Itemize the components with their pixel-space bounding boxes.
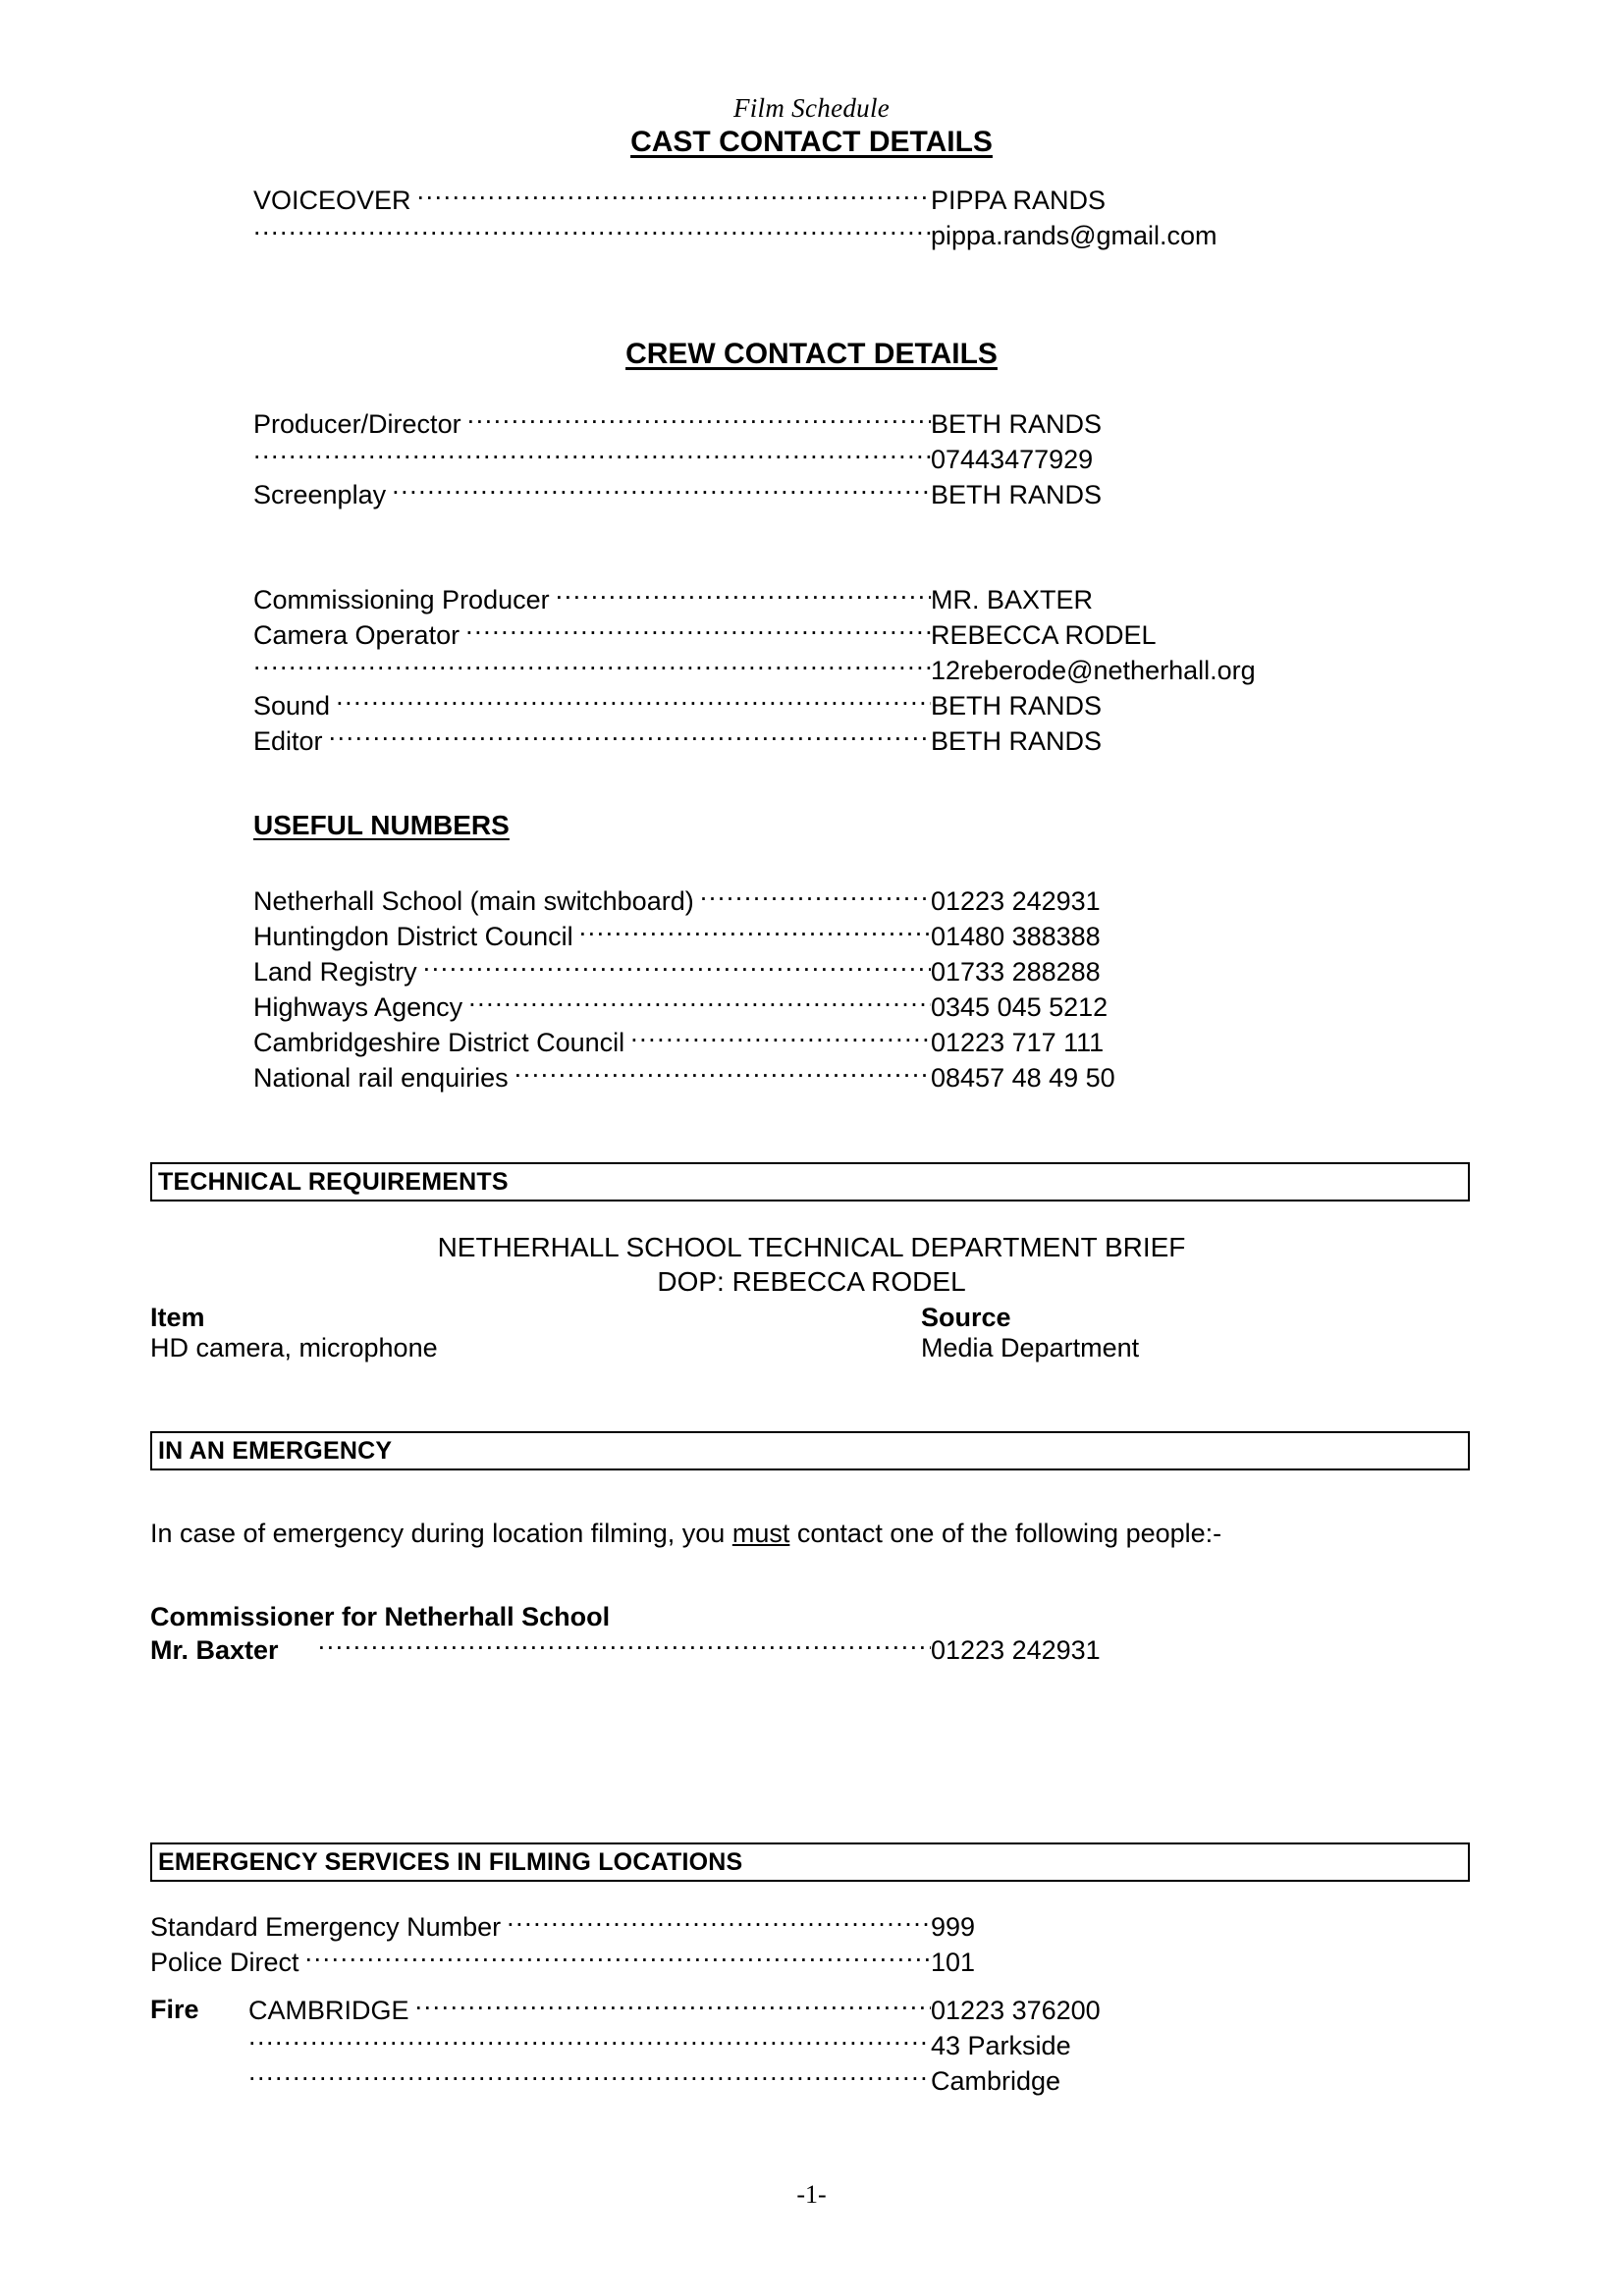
crew-role-label: Screenplay (253, 480, 387, 509)
crew-row (253, 723, 1441, 759)
commissioner-heading: Commissioner for Netherhall School (150, 1602, 611, 1631)
crew-row (253, 406, 1441, 442)
crew-contact-group-one (253, 406, 1441, 512)
emergency-service-row (150, 1945, 1441, 1980)
dot-leader (336, 688, 931, 715)
page-title (0, 126, 1623, 159)
useful-number-label: Land Registry (253, 957, 417, 987)
emergency-intro-emphasis: must (731, 1519, 790, 1548)
emergency-services-bar-label: EMERGENCY SERVICES IN FILMING LOCATIONS (158, 1847, 743, 1876)
crew-row (253, 477, 1441, 512)
emergency-intro-after: contact one of the following people:- (789, 1519, 1222, 1548)
fire-location-label: CAMBRIDGE (248, 1996, 409, 2025)
useful-number-value: 08457 48 49 50 (931, 1063, 1115, 1093)
cast-row (253, 183, 1441, 218)
crew-role-label: Camera Operator (253, 620, 460, 650)
dot-leader (579, 919, 931, 945)
technical-item-value: HD camera, microphone (150, 1333, 438, 1362)
crew-contact-value: BETH RANDS (931, 691, 1103, 721)
emergency-intro-before: In case of emergency during location filming, you (150, 1519, 732, 1548)
crew-contact-value: BETH RANDS (931, 726, 1103, 756)
fire-contact-value: 43 Parkside (931, 2031, 1071, 2060)
dot-leader (253, 653, 931, 679)
dot-leader (248, 2063, 931, 2090)
crew-contact-heading-text: CREW CONTACT DETAILS (625, 338, 998, 370)
fire-contact-row (248, 1993, 1441, 2028)
dot-leader (417, 183, 931, 209)
page-number: -1- (796, 2180, 827, 2209)
dot-leader (305, 1945, 931, 1971)
dot-leader (556, 582, 931, 609)
emergency-service-value: 101 (931, 1948, 976, 1977)
emergency-intro-text (150, 1517, 1221, 1550)
dot-leader (248, 2028, 931, 2055)
crew-role-label: Producer/Director (253, 409, 461, 439)
in-an-emergency-bar (150, 1431, 1470, 1470)
useful-number-value: 01480 388388 (931, 922, 1101, 951)
useful-numbers-list (253, 883, 1441, 1095)
technical-requirements-bar (150, 1162, 1470, 1201)
crew-role-label: Sound (253, 691, 331, 721)
useful-number-label: Netherhall School (main switchboard) (253, 886, 694, 916)
useful-number-row (253, 919, 1441, 954)
emergency-contact-value: 01223 242931 (931, 1635, 1101, 1665)
page-title-text: CAST CONTACT DETAILS (630, 126, 993, 158)
fire-contact-value: Cambridge (931, 2066, 1061, 2096)
useful-numbers-heading (253, 810, 510, 841)
technical-requirements-bar-label: TECHNICAL REQUIREMENTS (158, 1167, 509, 1196)
dot-leader (700, 883, 931, 910)
useful-number-value: 0345 045 5212 (931, 992, 1109, 1022)
document-supertitle: Film Schedule (732, 93, 891, 123)
technical-column-source-header: Source (921, 1303, 1011, 1332)
fire-contact-list (248, 1993, 1441, 2099)
useful-number-value: 01733 288288 (931, 957, 1101, 987)
useful-number-row (253, 1025, 1441, 1060)
emergency-services-bar (150, 1842, 1470, 1882)
useful-number-row (253, 989, 1441, 1025)
useful-numbers-heading-text: USEFUL NUMBERS (253, 810, 510, 840)
crew-row (253, 582, 1441, 617)
cast-row (253, 218, 1441, 253)
crew-contact-heading (0, 338, 1623, 371)
fire-category-label: Fire (150, 1995, 199, 2024)
dot-leader (253, 442, 931, 468)
dot-leader (318, 1632, 931, 1659)
fire-contact-row (248, 2063, 1441, 2099)
fire-contact-value: 01223 376200 (931, 1996, 1101, 2025)
crew-contact-value: BETH RANDS (931, 480, 1103, 509)
dot-leader (253, 218, 931, 244)
useful-number-row (253, 883, 1441, 919)
crew-contact-value: 07443477929 (931, 445, 1094, 474)
crew-role-label: Commissioning Producer (253, 585, 550, 614)
useful-number-value: 01223 242931 (931, 886, 1101, 916)
crew-contact-value: 12reberode@netherhall.org (931, 656, 1256, 685)
dot-leader (467, 406, 931, 433)
crew-contact-value: BETH RANDS (931, 409, 1103, 439)
emergency-contact-label: Mr. Baxter (150, 1635, 279, 1665)
crew-contact-value: MR. BAXTER (931, 585, 1094, 614)
fire-contact-row (248, 2028, 1441, 2063)
useful-number-label: National rail enquiries (253, 1063, 509, 1093)
emergency-contact-row (150, 1632, 1441, 1668)
emergency-contact-list (150, 1632, 1441, 1668)
useful-number-row (253, 1060, 1441, 1095)
emergency-service-label: Police Direct (150, 1948, 299, 1977)
cast-contact-value: pippa.rands@gmail.com (931, 221, 1217, 250)
useful-number-row (253, 954, 1441, 989)
technical-brief-title: NETHERHALL SCHOOL TECHNICAL DEPARTMENT BRIEF (437, 1232, 1186, 1262)
crew-row (253, 688, 1441, 723)
dot-leader (514, 1060, 931, 1087)
emergency-services-list (150, 1909, 1441, 1980)
crew-role-label: Editor (253, 726, 323, 756)
dot-leader (630, 1025, 931, 1051)
useful-number-label: Highways Agency (253, 992, 463, 1022)
cast-role-label: VOICEOVER (253, 186, 411, 215)
useful-number-label: Huntingdon District Council (253, 922, 573, 951)
crew-contact-value: REBECCA RODEL (931, 620, 1157, 650)
dot-leader (507, 1909, 931, 1936)
cast-contact-value: PIPPA RANDS (931, 186, 1107, 215)
dot-leader (465, 617, 931, 644)
crew-row (253, 442, 1441, 477)
technical-brief-subtitle: DOP: REBECCA RODEL (657, 1266, 966, 1297)
cast-contact-list (253, 183, 1441, 253)
emergency-service-row (150, 1909, 1441, 1945)
technical-column-item-header: Item (150, 1303, 205, 1332)
in-an-emergency-bar-label: IN AN EMERGENCY (158, 1436, 393, 1465)
technical-source-value: Media Department (921, 1333, 1140, 1362)
dot-leader (415, 1993, 931, 2019)
dot-leader (468, 989, 931, 1016)
useful-number-label: Cambridgeshire District Council (253, 1028, 625, 1057)
crew-row (253, 653, 1441, 688)
crew-contact-group-two (253, 582, 1441, 759)
emergency-service-label: Standard Emergency Number (150, 1912, 502, 1942)
useful-number-value: 01223 717 111 (931, 1028, 1105, 1057)
dot-leader (392, 477, 931, 504)
dot-leader (423, 954, 931, 981)
dot-leader (329, 723, 931, 750)
emergency-service-value: 999 (931, 1912, 976, 1942)
crew-row (253, 617, 1441, 653)
